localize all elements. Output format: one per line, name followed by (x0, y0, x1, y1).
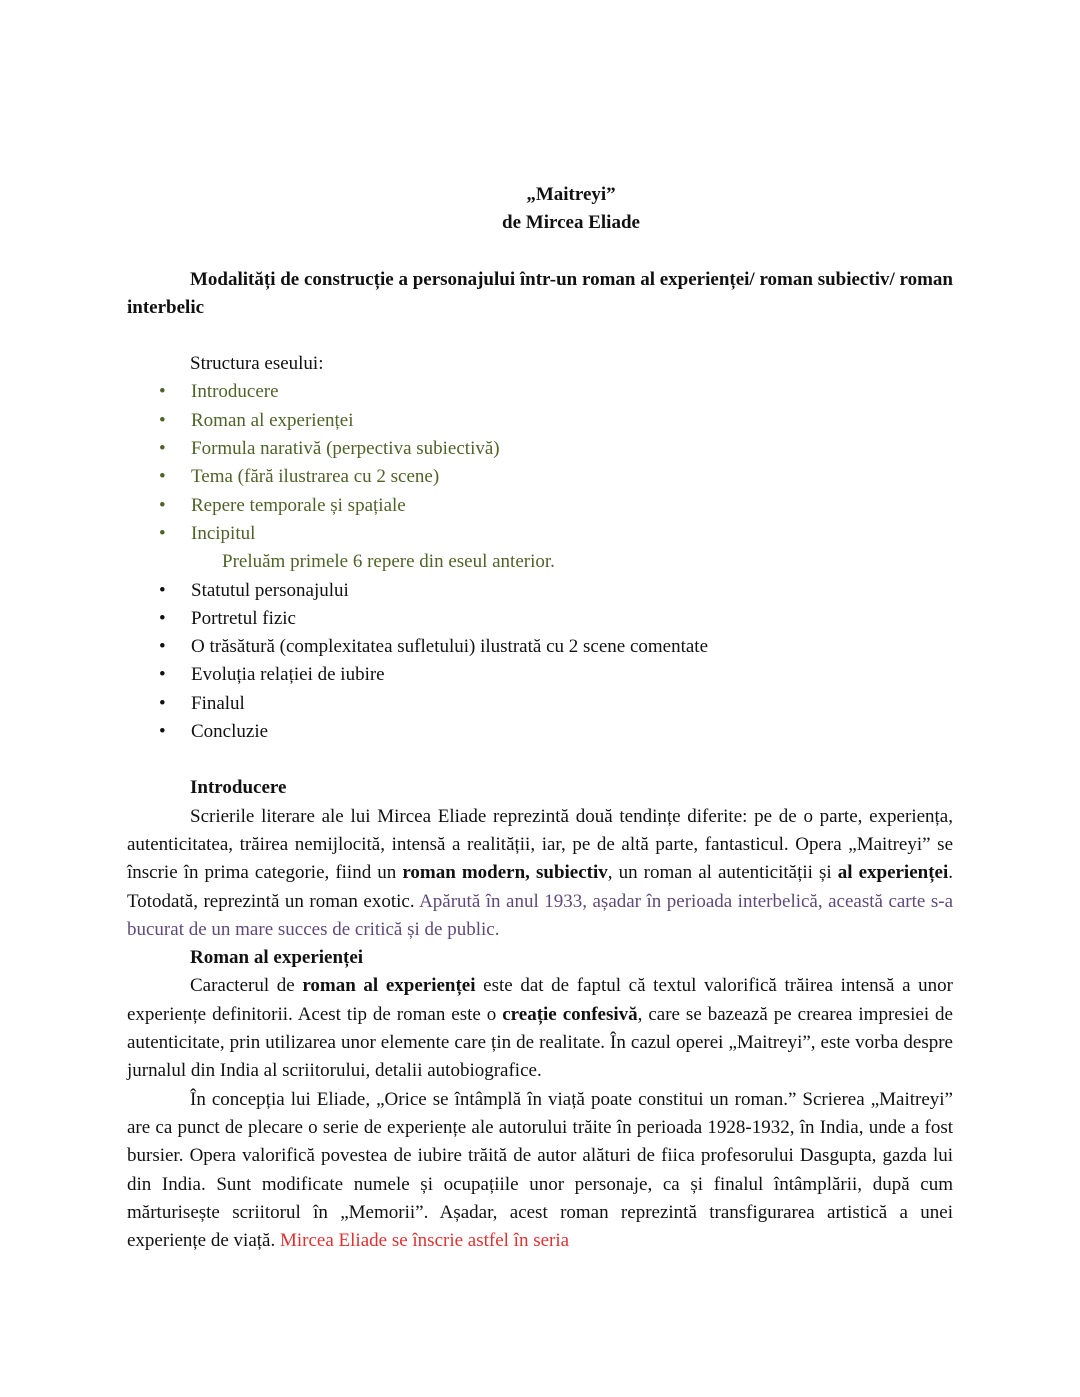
list-item: • Formula narativă (perpectiva subiectivă) (127, 435, 953, 463)
structure-label: Structura eseului: (190, 353, 324, 375)
bullet-icon: • (159, 636, 166, 658)
section-heading-introducere: Introducere (190, 777, 287, 799)
list-item: • Incipitul (127, 520, 953, 548)
document-author: de Mircea Eliade (502, 212, 640, 234)
section-heading-roman: Roman al experienței (190, 947, 364, 969)
list-item: • Concluzie (127, 718, 953, 746)
bullet-icon: • (159, 664, 166, 686)
list-item: • Statutul personajului (127, 577, 953, 605)
roman-paragraph-2: În concepția lui Eliade, „Orice se întâmplă în viață poate constitui un roman.” Scrierea „Maitreyi” are ca punct de plecare o serie de experiențe ale autorului trăite în perioada 1928-1932, în India, unde a fost bursier. Opera valorifică povestea de iubire trăită de autor alături de fiica profesorului Dasgupta, gazda lui din India. Sunt modificate numele și ocupațiile unor personaje, ca și finalul întâmplării, după cum mărturisește scriitorul în „Memorii”. Așadar, acest roman reprezintă transfigurarea artistică a unei experiențe de viață. Mircea Eliade se înscrie astfel în seria (127, 1088, 953, 1252)
highlighted-text-red: Mircea Eliade se înscrie astfel în seria (279, 1230, 570, 1252)
list-item: • Introducere (127, 378, 953, 406)
bullet-icon: • (159, 522, 166, 544)
bullet-icon: • (159, 692, 166, 714)
list-item: • Portretul fizic (127, 605, 953, 633)
bullet-icon: • (159, 494, 166, 516)
list-item: • O trăsătură (complexitatea sufletului) ilustrată cu 2 scene comentate (127, 633, 953, 661)
list-item: • Evoluția relației de iubire (127, 661, 953, 689)
list-item: • Finalul (127, 690, 953, 718)
essay-subject: Modalități de construcție a personajului într-un roman al experienței/ roman subiectiv/ roman interbelic (127, 268, 953, 318)
bullet-icon: • (159, 579, 166, 601)
bullet-icon: • (159, 381, 166, 403)
list-item: • Repere temporale și spațiale (127, 492, 953, 520)
document-title: „Maitreyi” (526, 184, 616, 205)
bullet-icon: • (159, 409, 166, 431)
bullet-icon: • (159, 607, 166, 629)
list-item: • Tema (fără ilustrarea cu 2 scene) (127, 463, 953, 491)
document-body (127, 181, 953, 1255)
list-item: • Roman al experienței (127, 407, 953, 435)
structure-list-1 (127, 378, 953, 548)
structure-list-2 (127, 577, 953, 747)
intro-paragraph: Scrierile literare ale lui Mircea Eliade reprezintă două tendințe diferite: pe de o parte, experiența, autenticitatea, trăirea nemijlocită, intensă a realității, iar, pe de altă parte, fantasticul. Opera „Maitreyi” se înscrie în prima categorie, fiind un roman modern, subiectiv, un roman al autenticității și al experienței. Totodată, reprezintă un roman exotic. Apărută în anul 1933, așadar în perioada interbelică, această carte s-a bucurat de un mare succes de critică și de public. (127, 805, 954, 940)
structure-note: Preluăm primele 6 repere din eseul anterior. (222, 551, 555, 573)
highlighted-text: Apărută în anul 1933, așadar în perioada interbelică, această carte s-a bucurat de un mare succes de critică și de public. (127, 890, 954, 940)
roman-paragraph-1: Caracterul de roman al experienței este dat de faptul că textul valorifică trăirea intensă a unor experiențe definitorii. Acest tip de roman este o creație confesivă, care se bazează pe crearea impresiei de autenticitate, prin utilizarea unor elemente care țin de realitate. În cazul operei „Maitreyi”, este vorba despre jurnalul din India al scriitorului, detalii autobiografice. (127, 975, 953, 1082)
bullet-icon: • (159, 466, 166, 488)
bullet-icon: • (159, 721, 166, 743)
bullet-icon: • (159, 438, 166, 460)
